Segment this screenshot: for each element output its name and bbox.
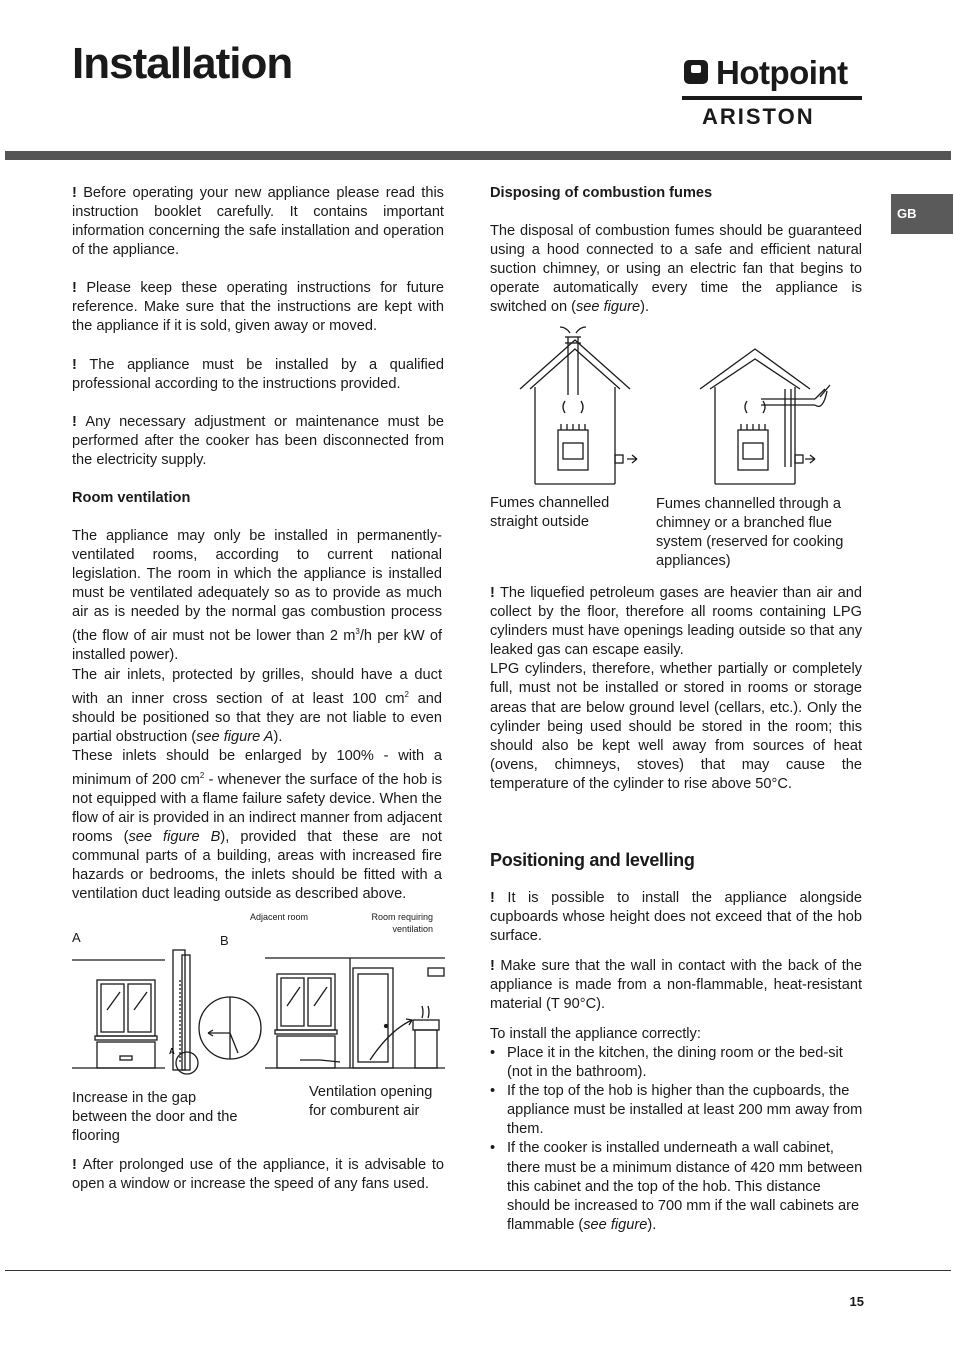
list-item: • Place it in the kitchen, the dining room or the bed-sit (not in the bathroom).	[490, 1044, 864, 1082]
fumes-heading: Disposing of combustion fumes	[490, 185, 713, 201]
note-qualified-install: ! The appliance must be installed by a qualified professional according to the instructions provided.	[72, 357, 444, 393]
hotpoint-ariston-logo	[682, 54, 864, 130]
logo-divider	[682, 96, 862, 100]
fumes-caption-straight: Fumes channelled straight outside	[490, 495, 610, 531]
language-tab: GB	[891, 194, 953, 234]
header-rule	[5, 151, 951, 160]
figure-label-a: A	[72, 930, 81, 945]
figure-caption-vent-opening: Ventilation opening for comburent air	[309, 1084, 433, 1120]
install-steps-list	[490, 1044, 864, 1235]
logo-mark-icon	[684, 60, 708, 84]
note-non-flammable-wall: ! Make sure that the wall in contact with the back of the appliance is made from a non-flammable, heat-resistant material (T 90°C).	[490, 958, 862, 1013]
room-ventilation-figure	[70, 950, 450, 1080]
lpg-text: ! The liquefied petroleum gases are heavier than air and collect by the floor, therefore all rooms containing LPG cylinders must have openings leading outside so that any leaked gas can escape easily. LPG cylinders, therefore, whether partially or completely full, must not be installed or stored in rooms or storage areas that are below ground level (cellars, etc.). Only the cylinder being used should be stored in the room; this should also be kept well away from sources of heat (ovens, chimneys, stoves) that may cause the temperature of the cylinder to rise above 50°C.	[490, 585, 863, 792]
figure-label-adjacent-room: Adjacent room	[250, 912, 309, 922]
figure-label-b: B	[220, 933, 229, 948]
page-number: 15	[849, 1294, 864, 1309]
logo-brand: Hotpoint	[716, 54, 848, 91]
figure-caption-door-gap: Increase in the gap between the door and the flooring	[72, 1090, 238, 1145]
note-keep-instructions: ! Please keep these operating instructions for future reference. Make sure that the instructions are kept with the appliance if it is sold, given away or moved.	[72, 280, 444, 335]
fumes-caption-chimney: Fumes channelled through a chimney or a branched flue system (reserved for cooking appliances)	[656, 496, 844, 570]
logo-sub: ARISTON	[702, 104, 815, 129]
note-read-booklet: ! Before operating your new appliance please read this instruction booklet carefully. It contains important information concerning the safe installation and operation of the appliance.	[72, 185, 444, 259]
note-disconnect-supply: ! Any necessary adjustment or maintenance must be performed after the cooker has been disconnected from the electricity supply.	[72, 414, 444, 469]
figure-label-room-requiring: Room requiring ventilation	[371, 912, 433, 934]
room-ventilation-text: The appliance may only be installed in permanently-ventilated rooms, according to current national legislation. The room in which the appliance is installed must be ventilated adequately so as to provide as much air as is needed by the normal gas combustion process (the flow of air must not be lower than 2 $m^3/h$ per kW of installed power). The air inlets, protected by grilles, should have a duct with an inner cross section of at least 100 $cm^2$ and should be positioned so that they are not liable to even partial obstruction (see figure A). These inlets should be enlarged by 100% - with a minimum of 200 $cm^2$ - whenever the surface of the hob is not equipped with a flame failure safety device. When the flow of air is provided in an indirect manner from adjacent rooms (see figure B), provided that these are not communal parts of a building, areas with increased fire hazards or bedrooms, the inlets should be fitted with a ventilation duct leading outside as described above.	[72, 528, 443, 903]
page-title: Installation	[72, 39, 293, 88]
note-alongside-cupboards: ! It is possible to install the appliance alongside cupboards whose height does not exceed that of the hob surface.	[490, 890, 862, 945]
install-intro: To install the appliance correctly:	[490, 1026, 701, 1042]
list-item: • If the cooker is installed underneath a wall cabinet, there must be a minimum distance of 420 mm between this cabinet and the top of the hob. This distance should be increased to 700 mm if the wall cabinets are flammable (see figure).	[490, 1139, 864, 1234]
fumes-text: The disposal of combustion fumes should be guaranteed using a hood connected to a safe and efficient natural suction chimney, or using an electric fan that begins to operate automatically every time the appliance is switched on (see figure).	[490, 223, 862, 316]
room-ventilation-heading: Room ventilation	[72, 490, 191, 506]
note-prolonged-use: ! After prolonged use of the appliance, it is advisable to open a window or increase the speed of any fans used.	[72, 1157, 445, 1193]
fumes-figure	[515, 327, 835, 492]
footer-rule	[5, 1270, 951, 1271]
list-item: • If the top of the hob is higher than the cupboards, the appliance must be installed at least 200 mm away from them.	[490, 1082, 864, 1139]
svg-text:A: A	[169, 1047, 175, 1056]
positioning-heading: Positioning and levelling	[490, 850, 695, 870]
